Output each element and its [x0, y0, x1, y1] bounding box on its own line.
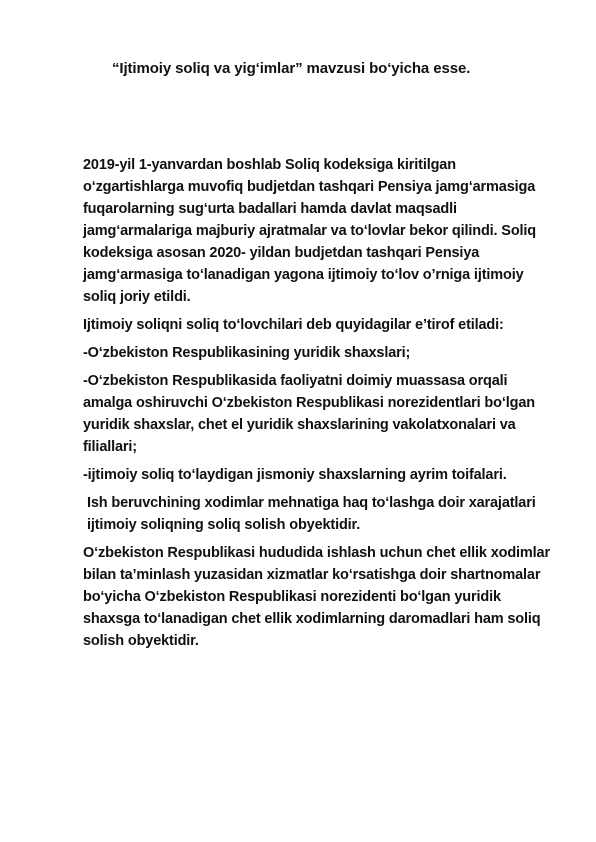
list-item-legal-entities: -O‘zbekiston Respublikasining yuridik shaxslari; [83, 345, 411, 361]
paragraph-foreign-workers: O‘zbekiston Respublikasi hududida ishlash uchun chet ellik xodimlar bilan ta’minlash yuzasidan xizmatlar ko‘rsatishga doir shartnomalar bo‘yicha O‘zbekiston Respublikasi norezidenti bo‘lgan yuridik shaxsga to‘lanadigan chet ellik xodimlarning daromadlari ham soliq solish obyektidir. [83, 545, 550, 649]
essay-title: “Ijtimoiy soliq va yig‘imlar” mavzusi bo‘yicha esse. [112, 60, 471, 77]
list-item-nonresidents: -O‘zbekiston Respublikasida faoliyatni doimiy muassasa orqali amalga oshiruvchi O‘zbekiston Respublikasi norezidentlari bo‘lgan yuridik shaxslar, chet el yuridik shaxslarining vakolatxonalari va filiallari; [83, 373, 535, 455]
paragraph-intro: 2019-yil 1-yanvardan boshlab Soliq kodeksiga kiritilgan o‘zgartishlarga muvofiq budjetdan tashqari Pensiya jamg‘armasiga fuqarolarning sug‘urta badallari hamda davlat maqsadli jamg‘armalariga majburiy ajratmalar va to‘lovlar bekor qilindi. Soliq kodeksiga asosan 2020- yildan budjetdan tashqari Pensiya jamg‘armasiga to‘lanadigan yagona ijtimoiy to‘lov o’rniga ijtimoiy soliq joriy etildi. [83, 157, 536, 305]
list-item-individuals: -ijtimoiy soliq to‘laydigan jismoniy shaxslarning ayrim toifalari. [83, 467, 507, 483]
essay-body [83, 154, 557, 658]
paragraph-taxable-object: Ish beruvchining xodimlar mehnatiga haq to‘lashga doir xarajatlari ijtimoiy soliqning soliq solish obyektidir. [87, 495, 536, 533]
paragraph-taxpayers: Ijtimoiy soliqni soliq to‘lovchilari deb quyidagilar e’tirof etiladi: [83, 317, 504, 333]
